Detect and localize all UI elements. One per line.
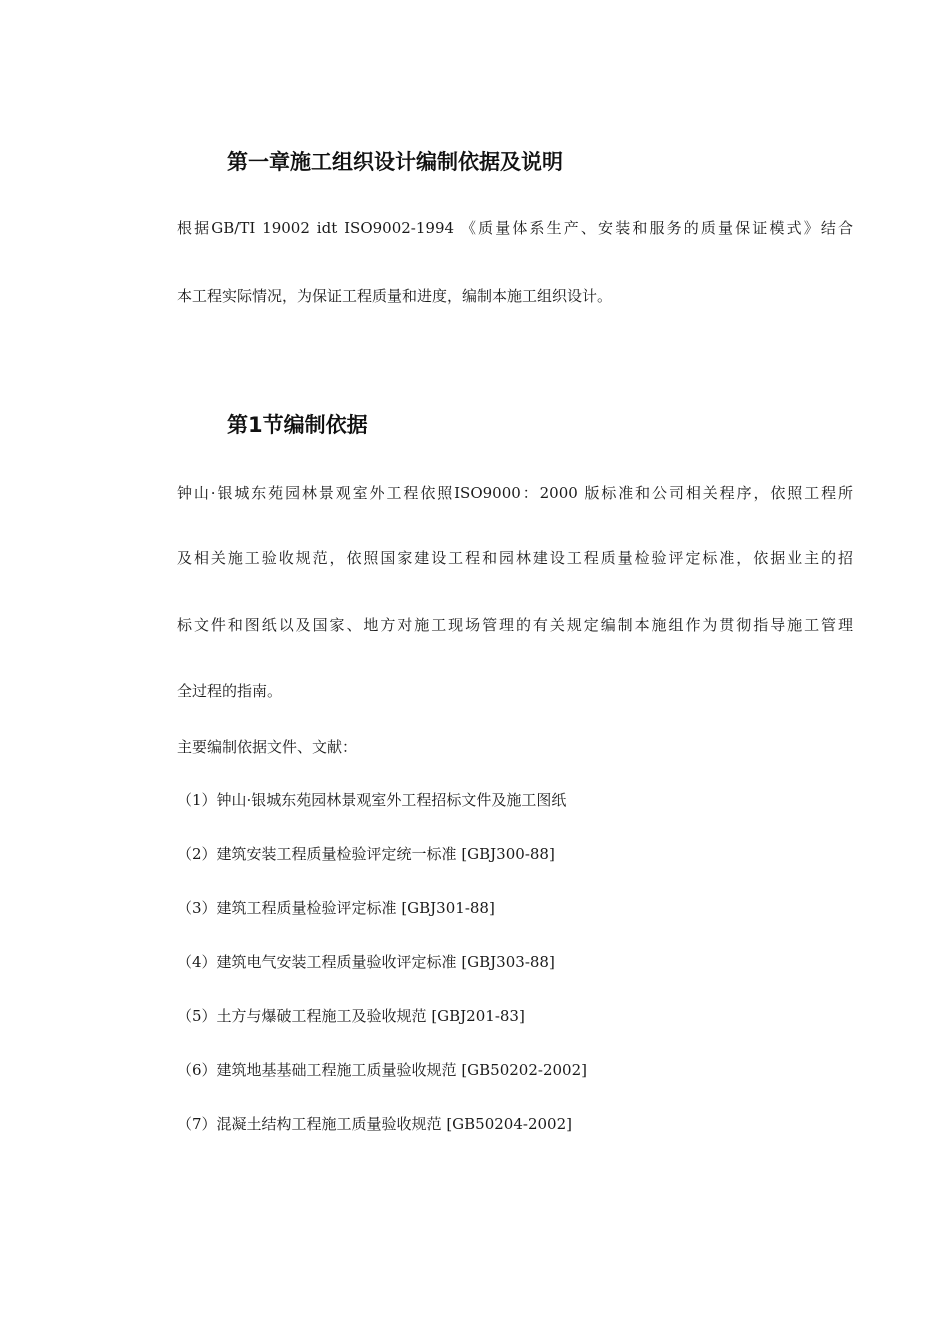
section-title: 第1节编制依据	[227, 413, 368, 437]
reference-item-5: （5）土方与爆破工程施工及验收规范 [GBJ201-83]	[177, 1007, 525, 1025]
reference-item-7: （7）混凝土结构工程施工质量验收规范 [GB50204-2002]	[177, 1115, 572, 1133]
reference-item-4: （4）建筑电气安装工程质量验收评定标准 [GBJ303-88]	[177, 953, 555, 971]
intro-line-2: 本工程实际情况，为保证工程质量和进度，编制本施工组织设计。	[177, 287, 613, 305]
body-line-3: 标文件和图纸以及国家、地方对施工现场管理的有关规定编制本施组作为贯彻指导施工管理	[177, 616, 853, 634]
intro-line-1: 根据GB/TI 19002 idt ISO9002-1994 《质量体系生产、安装和服务的质量保证模式》结合	[177, 219, 853, 237]
reference-item-3: （3）建筑工程质量检验评定标准 [GBJ301-88]	[177, 899, 495, 917]
reference-item-1: （1）钟山·银城东苑园林景观室外工程招标文件及施工图纸	[177, 791, 567, 809]
chapter-title: 第一章施工组织设计编制依据及说明	[227, 150, 563, 174]
body-line-2: 及相关施工验收规范，依照国家建设工程和园林建设工程质量检验评定标准，依据业主的招	[177, 549, 853, 567]
body-line-1: 钟山·银城东苑园林景观室外工程依照ISO9000：2000 版标准和公司相关程序，依照工程所	[177, 484, 853, 502]
reference-item-2: （2）建筑安装工程质量检验评定统一标准 [GBJ300-88]	[177, 845, 555, 863]
body-line-4: 全过程的指南。	[177, 682, 283, 700]
reference-item-6: （6）建筑地基基础工程施工质量验收规范 [GB50202-2002]	[177, 1061, 587, 1079]
list-intro: 主要编制依据文件、文献：	[177, 738, 358, 756]
